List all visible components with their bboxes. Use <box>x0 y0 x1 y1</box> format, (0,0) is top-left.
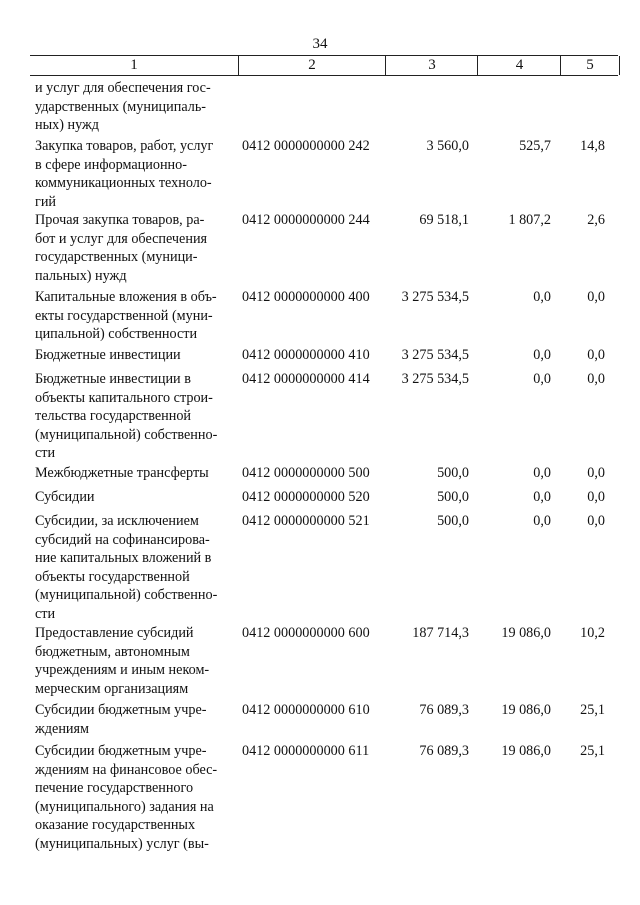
row-name <box>35 288 235 344</box>
row-code: 0412 0000000000 611 <box>242 743 370 759</box>
row-name-line: сти <box>35 605 56 622</box>
row-code: 0412 0000000000 242 <box>242 138 370 154</box>
column-header-3: 3 <box>385 56 478 75</box>
row-name-line: государственных (муници- <box>35 249 198 265</box>
row-value-5: 0,0 <box>587 371 605 387</box>
row-name <box>35 701 235 738</box>
row-code: 0412 0000000000 244 <box>242 212 370 228</box>
row-name <box>35 464 235 483</box>
row-value-3: 3 275 534,5 <box>401 371 469 387</box>
row-name-line: Закупка товаров, работ, услуг <box>35 138 214 154</box>
column-header-4: 4 <box>477 56 561 75</box>
row-name-line: Субсидии <box>35 489 95 505</box>
row-value-3: 76 089,3 <box>419 743 469 759</box>
row-name <box>35 742 235 853</box>
row-name-line: коммуникационных техноло- <box>35 175 212 191</box>
row-name-line: оказание государственных <box>35 817 196 833</box>
row-value-4: 19 086,0 <box>501 702 551 718</box>
row-value-4: 0,0 <box>533 513 551 529</box>
row-name-line: Субсидии бюджетным учре- <box>35 702 207 718</box>
page-number: 34 <box>312 36 328 52</box>
row-value-5: 14,8 <box>580 138 605 154</box>
row-name <box>35 346 235 365</box>
row-value-3: 3 560,0 <box>426 138 469 154</box>
row-name-line: ципальной) собственности <box>35 326 198 342</box>
row-name-line: екты государственной (муни- <box>35 307 213 324</box>
row-name <box>35 79 235 135</box>
row-value-4: 0,0 <box>533 289 551 305</box>
row-value-3: 500,0 <box>437 513 469 529</box>
row-name-line: ударственных (муниципаль- <box>35 98 207 115</box>
row-code: 0412 0000000000 414 <box>242 371 370 387</box>
row-name-line: Межбюджетные трансферты <box>35 465 209 481</box>
row-name-line: бюджетным, автономным <box>35 643 190 660</box>
row-code: 0412 0000000000 400 <box>242 289 370 305</box>
row-name-line: субсидий на софинансирова- <box>35 531 210 548</box>
row-name <box>35 211 235 285</box>
row-code: 0412 0000000000 600 <box>242 625 370 641</box>
row-name-line: (муниципальных) услуг (вы- <box>35 835 209 852</box>
row-value-5: 25,1 <box>580 743 605 759</box>
row-name-line: ждениям на финансовое обес- <box>35 761 218 778</box>
row-name <box>35 370 235 463</box>
row-name-line: Бюджетные инвестиции в <box>35 371 191 387</box>
row-name-line: бот и услуг для обеспечения <box>35 230 208 247</box>
row-name-line: объекты государственной <box>35 568 190 585</box>
row-name-line: ние капитальных вложений в <box>35 550 212 566</box>
row-value-3: 3 275 534,5 <box>401 347 469 363</box>
row-name-line: ждениям <box>35 720 90 737</box>
row-code: 0412 0000000000 610 <box>242 702 370 718</box>
row-code: 0412 0000000000 500 <box>242 465 370 481</box>
table-header <box>30 55 618 76</box>
row-value-5: 25,1 <box>580 702 605 718</box>
row-value-5: 0,0 <box>587 347 605 363</box>
row-value-5: 2,6 <box>587 212 605 228</box>
row-value-5: 0,0 <box>587 513 605 529</box>
row-name-line: Бюджетные инвестиции <box>35 347 181 363</box>
row-name-line: (муниципальной) собственно- <box>35 587 218 603</box>
row-name-line: (муниципальной) собственно- <box>35 426 218 443</box>
row-value-3: 500,0 <box>437 465 469 481</box>
row-name-line: ных) нужд <box>35 117 100 133</box>
row-name-line: Субсидии бюджетным учре- <box>35 743 207 759</box>
row-name <box>35 512 235 623</box>
row-name-line: Прочая закупка товаров, ра- <box>35 212 205 228</box>
row-value-4: 0,0 <box>533 465 551 481</box>
row-code: 0412 0000000000 521 <box>242 513 370 529</box>
row-name-line: в сфере информационно- <box>35 156 187 173</box>
row-value-4: 19 086,0 <box>501 625 551 641</box>
column-header-5: 5 <box>560 56 620 75</box>
row-name-line: тельства государственной <box>35 408 192 424</box>
row-name-line: Субсидии, за исключением <box>35 513 199 529</box>
row-name-line: (муниципального) задания на <box>35 798 214 815</box>
column-header-1: 1 <box>130 57 138 73</box>
row-name-line: учреждениям и иным неком- <box>35 662 210 678</box>
row-value-5: 0,0 <box>587 465 605 481</box>
row-name-line: мерческим организациям <box>35 680 189 697</box>
row-name-line: и услуг для обеспечения гос- <box>35 80 211 96</box>
row-value-4: 525,7 <box>519 138 551 154</box>
row-value-3: 187 714,3 <box>412 625 469 641</box>
row-value-4: 1 807,2 <box>508 212 551 228</box>
row-name-line: печение государственного <box>35 780 194 796</box>
row-name-line: Капитальные вложения в объ- <box>35 289 217 305</box>
column-header-2: 2 <box>238 56 385 75</box>
row-name-line: Предоставление субсидий <box>35 625 194 641</box>
row-value-4: 0,0 <box>533 489 551 505</box>
row-value-4: 19 086,0 <box>501 743 551 759</box>
row-value-3: 3 275 534,5 <box>401 289 469 305</box>
row-name-line: гий <box>35 193 57 210</box>
row-name-line: пальных) нужд <box>35 267 127 284</box>
row-name-line: объекты капитального строи- <box>35 389 213 406</box>
row-value-4: 0,0 <box>533 347 551 363</box>
row-value-3: 69 518,1 <box>419 212 469 228</box>
row-value-3: 500,0 <box>437 489 469 505</box>
row-name <box>35 624 235 698</box>
row-name <box>35 137 235 211</box>
row-name <box>35 488 235 507</box>
row-value-3: 76 089,3 <box>419 702 469 718</box>
row-code: 0412 0000000000 520 <box>242 489 370 505</box>
row-name-line: сти <box>35 445 56 461</box>
row-value-5: 0,0 <box>587 489 605 505</box>
row-value-5: 10,2 <box>580 625 605 641</box>
row-value-5: 0,0 <box>587 289 605 305</box>
row-value-4: 0,0 <box>533 371 551 387</box>
row-code: 0412 0000000000 410 <box>242 347 370 363</box>
